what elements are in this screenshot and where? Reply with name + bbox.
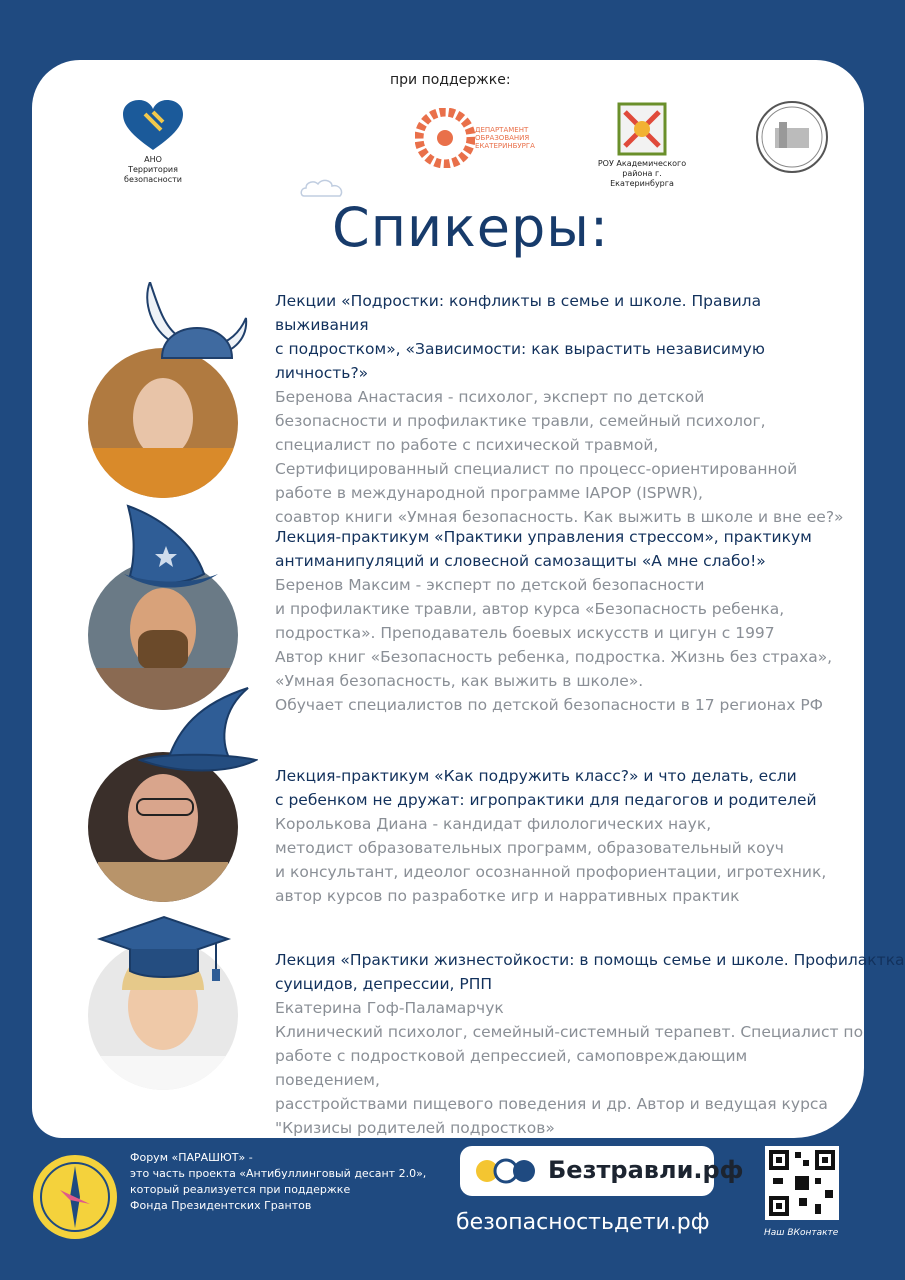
logo-department: [415, 108, 555, 168]
speaker-heading-line: суицидов, депрессии, РПП: [275, 975, 493, 993]
logo-caption-2: ОБРАЗОВАНИЯ: [475, 134, 530, 142]
logo-caption-2: Территория: [128, 165, 178, 174]
forum-line: который реализуется при поддержке: [130, 1183, 351, 1196]
speaker-heading-line: с ребенком не дружат: игропрактики для педагогов и родителей: [275, 791, 817, 809]
speaker-desc-line: и консультант, идеолог осознанной профориентации, игротехник,: [275, 863, 827, 881]
speaker-block: [275, 764, 855, 908]
star-hat-icon: [122, 504, 222, 590]
qr-code[interactable]: [765, 1146, 839, 1220]
speaker-desc-line: Екатерина Гоф-Паламарчук: [275, 999, 504, 1017]
forum-line: Форум «ПАРАШЮТ» -: [130, 1151, 253, 1164]
speaker-heading-line: антиманипуляций и словесной самозащиты «А мне слабо!»: [275, 552, 766, 570]
speaker-desc-line: соавтор книги «Умная безопасность. Как выжить в школе и вне ее?»: [275, 508, 844, 526]
speaker-desc-line: специалист по работе с психической травмой,: [275, 436, 659, 454]
speaker-heading-line: Лекция «Практики жизнестойкости: в помощь семье и школе. Профилактка: [275, 951, 905, 969]
logo-territory: [118, 100, 188, 185]
viking-helmet-icon: [142, 282, 252, 372]
speaker-desc-line: Беренов Максим - эксперт по детской безопасности: [275, 576, 705, 594]
logo-school: [755, 100, 829, 177]
qr-code-icon: [765, 1146, 839, 1220]
speaker-block: [275, 289, 855, 529]
speaker-desc-line: Беренова Анастасия - психолог, эксперт по детской: [275, 388, 705, 406]
speaker-desc-line: Королькова Диана - кандидат филологических наук,: [275, 815, 712, 833]
speaker-desc-line: Сертифицированный специалист по процесс-ориентированной: [275, 460, 798, 478]
speaker-block: [275, 525, 855, 717]
logo-caption-1: ДЕПАРТАМЕНТ: [475, 126, 529, 134]
speaker-desc-line: "Кризисы родителей подростков»: [275, 1119, 555, 1137]
forum-line: Фонда Президентских Грантов: [130, 1199, 312, 1212]
rou-emblem-icon: [617, 102, 667, 156]
speaker-photo: [88, 752, 238, 902]
logo-rou: [592, 102, 692, 189]
speaker-desc-line: автор курсов по разработке игр и нарративных практик: [275, 887, 740, 905]
speaker-desc-line: методист образовательных программ, образовательный коуч: [275, 839, 784, 857]
department-emblem-icon: [415, 108, 475, 168]
speaker-desc-line: Клинический психолог, семейный-системный терапевт. Специалист по: [275, 1023, 864, 1041]
speaker-desc-line: работе с подростковой депрессией, самоповреждающим поведением,: [275, 1047, 748, 1089]
graduation-cap-icon: [96, 915, 232, 985]
parachute-compass-icon: [30, 1152, 120, 1242]
speaker-block: [275, 948, 905, 1140]
support-label: при поддержке:: [390, 72, 511, 88]
speaker-desc-line: «Умная безопасность, как выжить в школе».: [275, 672, 644, 690]
speaker-desc-line: безопасности и профилактике травли, семейный психолог,: [275, 412, 766, 430]
speaker-desc-line: расстройствами пищевого поведения и др. Автор и ведущая курса: [275, 1095, 828, 1113]
page-title: Спикеры:: [332, 196, 610, 259]
cloud-icon: [300, 178, 346, 198]
speaker-heading-line: Лекции «Подростки: конфликты в семье и школе. Правила выживания: [275, 292, 762, 334]
logo-caption-1: РОУ Академического: [597, 159, 687, 168]
speaker-desc-line: подростка». Преподаватель боевых искусств и цигун с 1997: [275, 624, 775, 642]
logo-caption-3: безопасности: [124, 175, 182, 184]
school-seal-icon: [755, 100, 829, 174]
beztravli-logo-icon: [474, 1158, 538, 1184]
forum-info: [130, 1150, 426, 1214]
wizard-hat-icon: [138, 684, 258, 774]
forum-line: это часть проекта «Антибуллинговый десант 2.0»,: [130, 1167, 427, 1180]
beztravli-label[interactable]: Безтравли.рф: [548, 1156, 744, 1184]
heart-hands-icon: [123, 100, 183, 152]
qr-label: Наш ВКонтакте: [764, 1228, 839, 1238]
speaker-desc-line: Обучает специалистов по детской безопасности в 17 регионах РФ: [275, 696, 824, 714]
logo-caption-3: ЕКАТЕРИНБУРГА: [475, 142, 535, 150]
speaker-desc-line: и профилактике травли, автор курса «Безопасность ребенка,: [275, 600, 785, 618]
speaker-desc-line: Автор книг «Безопасность ребенка, подростка. Жизнь без страха»,: [275, 648, 833, 666]
speaker-heading-line: Лекция-практикум «Практики управления стрессом», практикум: [275, 528, 812, 546]
site-link[interactable]: безопасностьдети.рф: [456, 1210, 710, 1235]
logo-caption-2: района г. Екатеринбурга: [610, 169, 674, 188]
speaker-desc-line: работе в международной программе IAPOP (ISPWR),: [275, 484, 703, 502]
speaker-heading-line: Лекция-практикум «Как подружить класс?» и что делать, если: [275, 767, 797, 785]
logo-caption-1: АНО: [144, 155, 162, 164]
speaker-heading-line: с подростком», «Зависимости: как вырастить независимую личность?»: [275, 340, 765, 382]
